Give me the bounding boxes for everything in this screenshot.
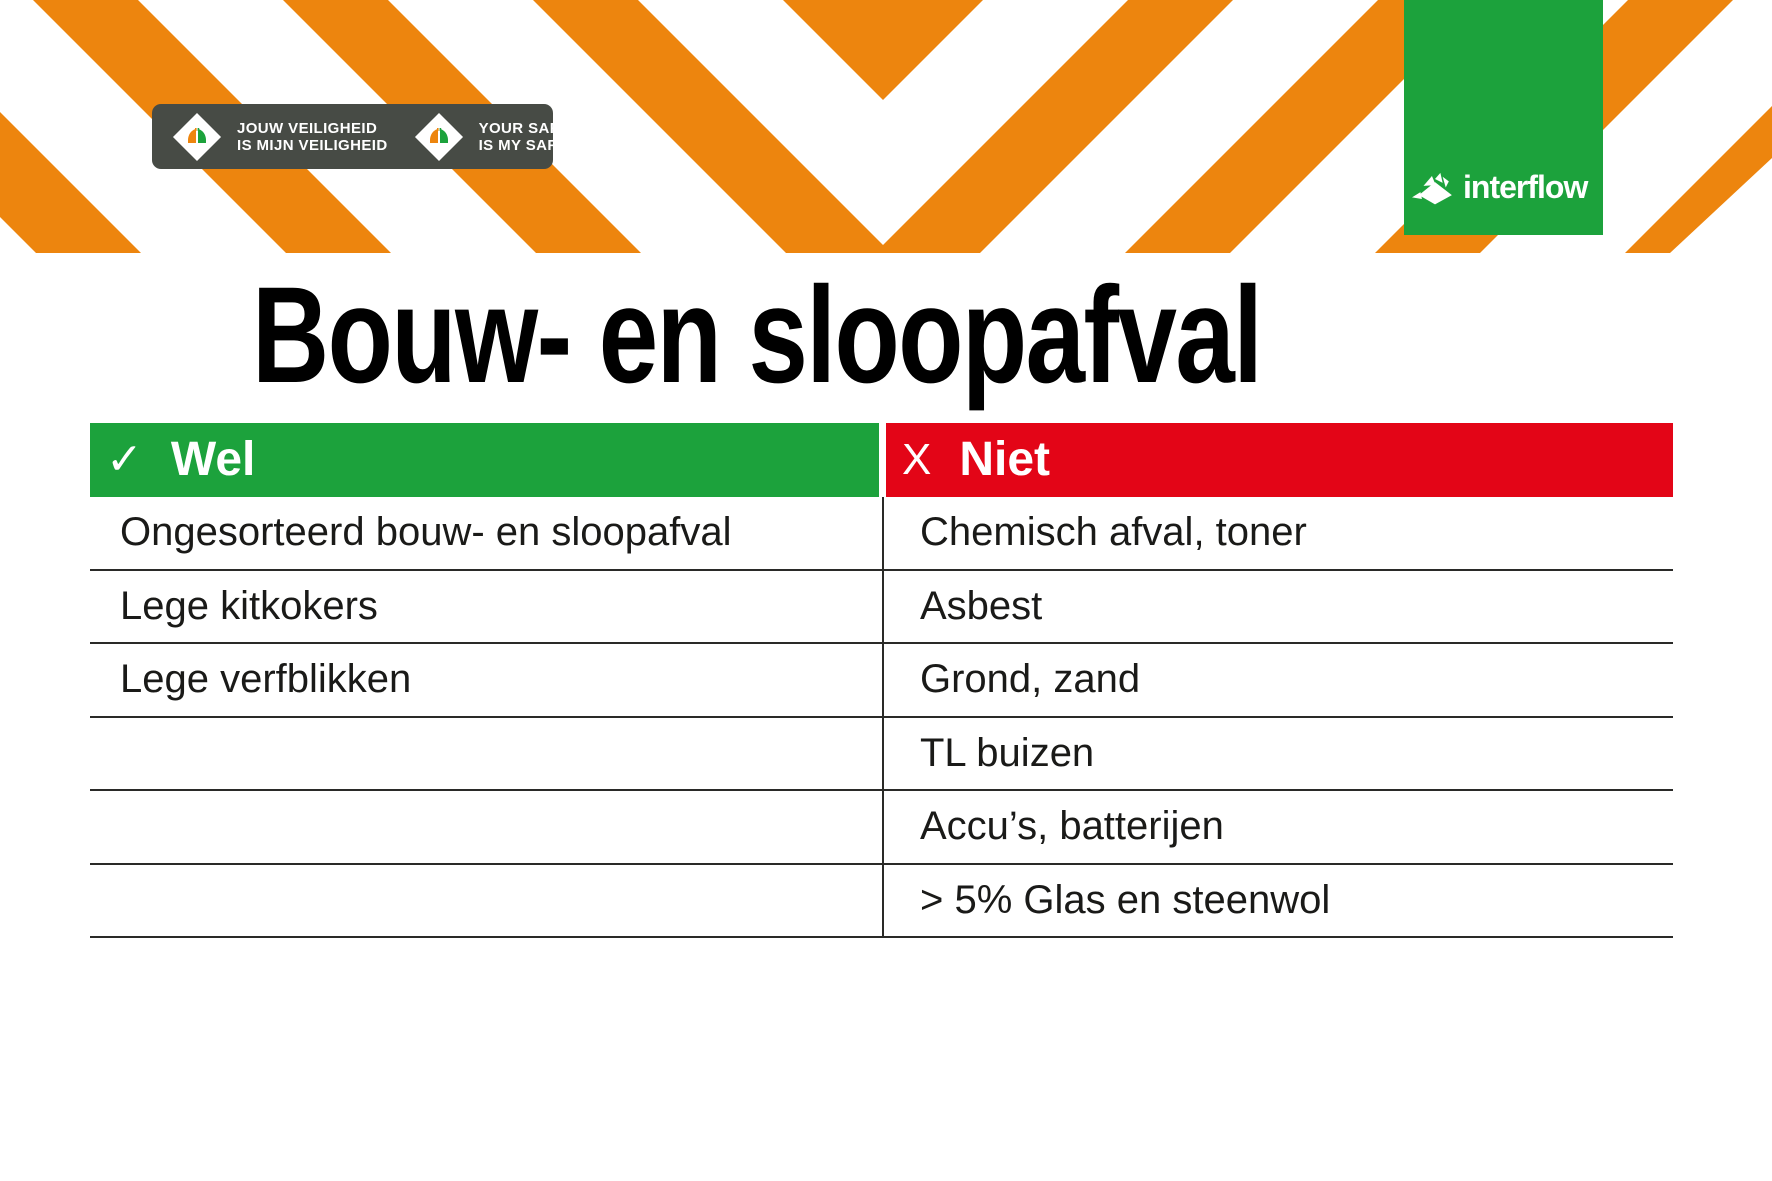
x-icon: X bbox=[902, 435, 932, 484]
safety-slogan-english-line2: IS MY SAFETY bbox=[478, 136, 588, 154]
wel-header-label: Wel bbox=[170, 433, 256, 486]
interflow-logo-text: interflow bbox=[1463, 169, 1588, 205]
niet-cell: > 5% Glas en steenwol bbox=[920, 877, 1331, 922]
hardhat-icon bbox=[415, 112, 463, 160]
wel-header bbox=[90, 423, 879, 497]
safety-slogan-dutch-line2: IS MIJN VEILIGHEID bbox=[237, 136, 388, 154]
safety-badge bbox=[152, 104, 590, 169]
check-icon: ✓ bbox=[106, 435, 143, 484]
niet-cell: Accu’s, batterijen bbox=[920, 804, 1224, 849]
safety-badge-dutch bbox=[152, 120, 388, 154]
hardhat-icon bbox=[173, 112, 221, 160]
column-divider bbox=[882, 497, 884, 937]
safety-slogan-dutch bbox=[237, 120, 388, 154]
table-body bbox=[90, 497, 1673, 938]
waste-rules-table bbox=[90, 423, 1673, 937]
niet-cell: Grond, zand bbox=[920, 657, 1141, 702]
niet-cell: Chemisch afval, toner bbox=[920, 510, 1307, 555]
page-title: Bouw- en sloopafval bbox=[252, 259, 1262, 412]
niet-header-label: Niet bbox=[959, 433, 1051, 486]
interflow-bird-icon bbox=[1412, 169, 1458, 209]
wel-cell: Lege kitkokers bbox=[120, 583, 378, 628]
safety-slogan-dutch-line1: JOUW VEILIGHEID bbox=[237, 119, 378, 137]
interflow-logo-box bbox=[1404, 0, 1603, 235]
safety-slogan-english bbox=[479, 120, 590, 154]
chevron-banner bbox=[0, 0, 1772, 253]
niet-cell: TL buizen bbox=[920, 730, 1095, 775]
safety-slogan-english-line1: YOUR SAFETY bbox=[478, 119, 590, 137]
niet-header bbox=[886, 423, 1673, 497]
table-header-row bbox=[90, 423, 1673, 497]
safety-badge-english bbox=[388, 120, 590, 154]
wel-cell: Lege verfblikken bbox=[120, 657, 412, 702]
wel-cell: Ongesorteerd bouw- en sloopafval bbox=[120, 510, 732, 555]
niet-cell: Asbest bbox=[920, 583, 1043, 628]
header-gap bbox=[879, 423, 886, 497]
